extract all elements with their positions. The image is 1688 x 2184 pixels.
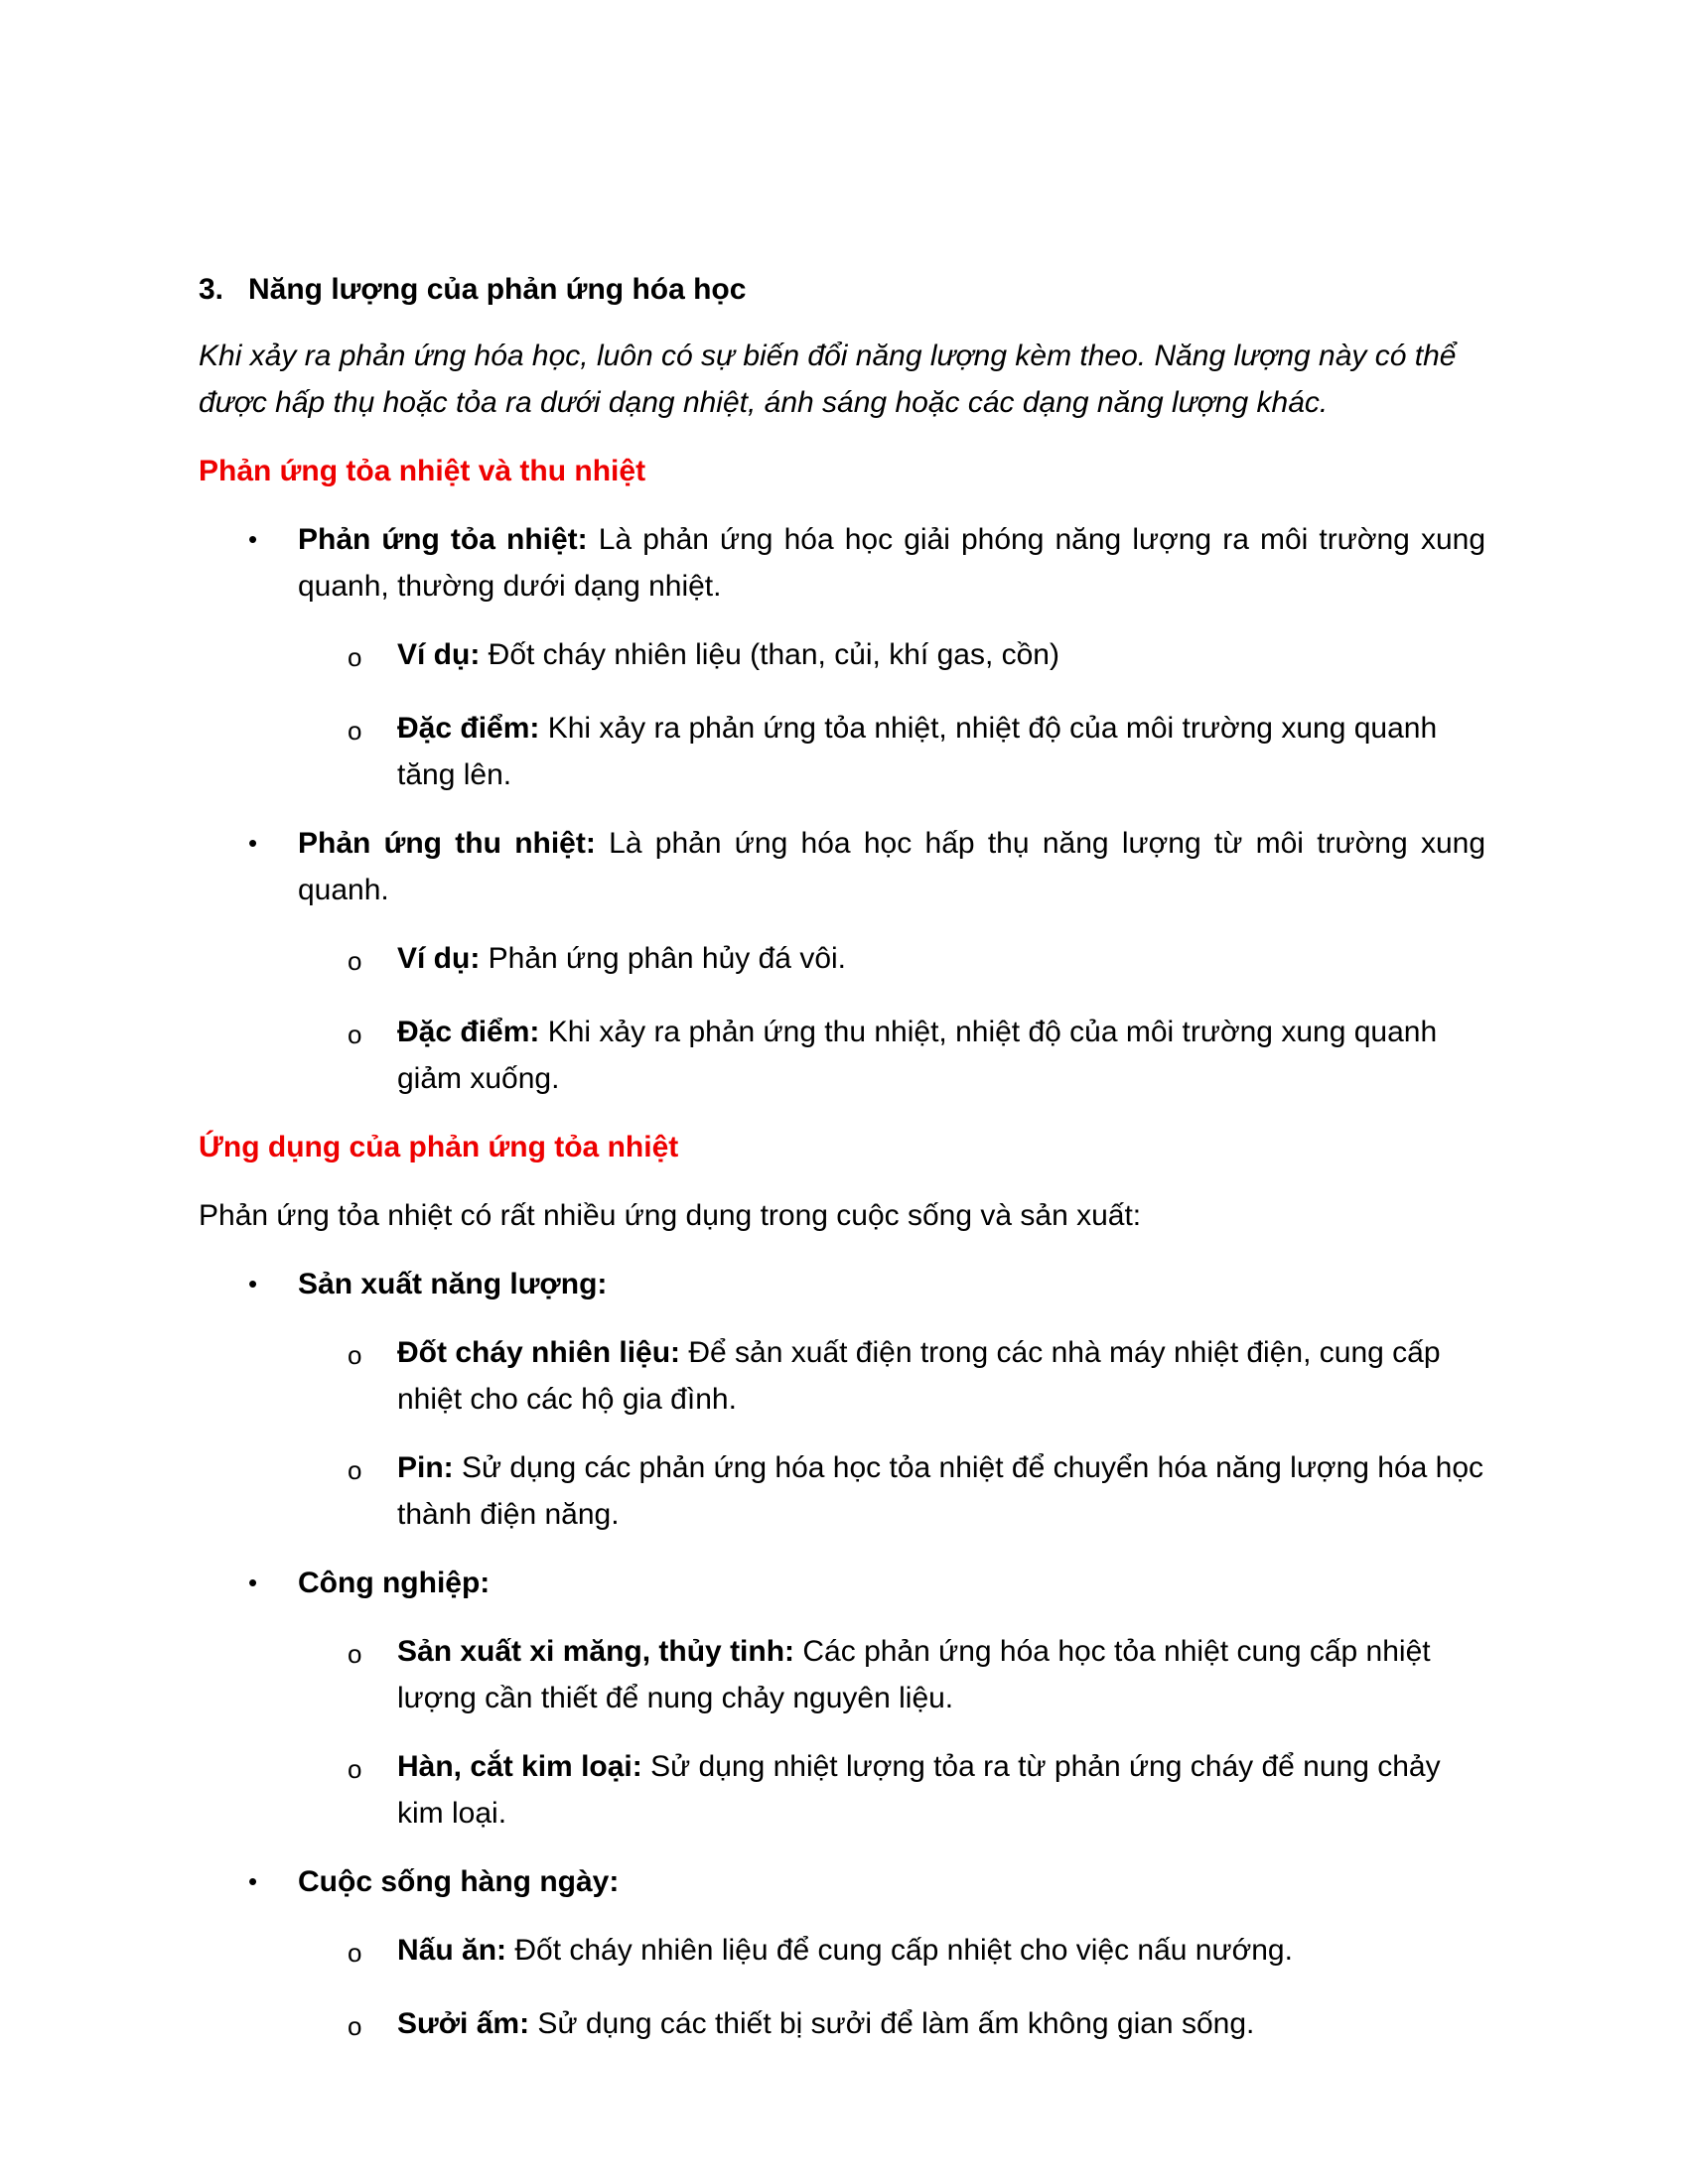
- bullet-marker: •: [248, 1269, 258, 1298]
- list-item-energy: [199, 1261, 1485, 1307]
- sub-text: Để sản xuất điện trong các nhà máy nhiệt điện, cung cấp nhiệt cho các hộ gia đình.: [397, 1336, 1441, 1416]
- sub-item: [199, 1743, 1485, 1837]
- sub-marker: o: [348, 642, 362, 672]
- section-intro: Khi xảy ra phản ứng hóa học, luôn có sự biến đổi năng lượng kèm theo. Năng lượng này có thể được hấp thụ hoặc tỏa ra dưới dạng nhiệt, ánh sáng hoặc các dạng năng lượng khác.: [199, 340, 1457, 419]
- part1-heading: Phản ứng tỏa nhiệt và thu nhiệt: [199, 455, 646, 487]
- sub-marker: o: [348, 1455, 362, 1485]
- sub-text: Khi xảy ra phản ứng thu nhiệt, nhiệt độ của môi trường xung quanh giảm xuống.: [397, 1016, 1438, 1095]
- sub-label: Đặc điểm:: [397, 712, 540, 745]
- item-label: Cuộc sống hàng ngày:: [298, 1865, 620, 1898]
- sub-marker: o: [348, 1340, 362, 1370]
- bullet-marker: •: [248, 828, 258, 858]
- sub-label: Ví dụ:: [397, 638, 481, 671]
- bullet-marker: •: [248, 1568, 258, 1597]
- sub-marker: o: [348, 1754, 362, 1784]
- sub-item: [199, 1628, 1485, 1721]
- sub-text: Đốt cháy nhiên liệu để cung cấp nhiệt cho việc nấu nướng.: [506, 1934, 1293, 1967]
- item-label: Công nghiệp:: [298, 1567, 491, 1599]
- sub-text: Sử dụng nhiệt lượng tỏa ra từ phản ứng cháy để nung chảy kim loại.: [397, 1750, 1441, 1830]
- section-title: Năng lượng của phản ứng hóa học: [248, 273, 747, 306]
- sub-marker: o: [348, 716, 362, 746]
- sub-text: Các phản ứng hóa học tỏa nhiệt cung cấp nhiệt lượng cần thiết để nung chảy nguyên liệu.: [397, 1635, 1431, 1714]
- sub-label: Pin:: [397, 1451, 454, 1484]
- sub-marker: o: [348, 1020, 362, 1049]
- document-content: [199, 266, 1485, 2074]
- sub-item: [199, 1329, 1485, 1423]
- sub-marker: o: [348, 1938, 362, 1968]
- sub-item: [199, 1927, 1485, 1979]
- sub-item: [199, 705, 1485, 798]
- item-label: Phản ứng tỏa nhiệt:: [298, 523, 588, 556]
- sub-label: Sản xuất xi măng, thủy tinh:: [397, 1635, 795, 1668]
- sub-text: Sử dụng các thiết bị sưởi để làm ấm không gian sống.: [529, 2007, 1255, 2040]
- sub-text: Phản ứng phân hủy đá vôi.: [480, 942, 847, 975]
- item-label: Phản ứng thu nhiệt:: [298, 827, 596, 860]
- sub-item: [199, 935, 1485, 987]
- section-heading: [199, 266, 1485, 313]
- part2-intro: Phản ứng tỏa nhiệt có rất nhiều ứng dụng trong cuộc sống và sản xuất:: [199, 1199, 1142, 1232]
- sub-text: Sử dụng các phản ứng hóa học tỏa nhiệt để chuyển hóa năng lượng hóa học thành điện năng.: [397, 1451, 1484, 1531]
- item-text: Là phản ứng hóa học giải phóng năng lượng ra môi trường xung quanh, thường dưới dạng nhiệt.: [298, 523, 1486, 603]
- sub-item: [199, 2000, 1485, 2052]
- part2-heading: Ứng dụng của phản ứng tỏa nhiệt: [199, 1131, 679, 1163]
- sub-item: [199, 631, 1485, 683]
- sub-label: Sưởi ấm:: [397, 2007, 530, 2040]
- list-item-endothermic: [199, 820, 1485, 913]
- sub-marker: o: [348, 1639, 362, 1669]
- sub-item: [199, 1444, 1485, 1538]
- bullet-marker: •: [248, 524, 258, 554]
- sub-text: Đốt cháy nhiên liệu (than, củi, khí gas, cồn): [480, 638, 1059, 671]
- sub-item: [199, 1009, 1485, 1102]
- sub-label: Đặc điểm:: [397, 1016, 540, 1048]
- sub-label: Nấu ăn:: [397, 1934, 507, 1967]
- sub-marker: o: [348, 946, 362, 976]
- list-item-exothermic: [199, 516, 1485, 610]
- sub-marker: o: [348, 2011, 362, 2041]
- sub-label: Hàn, cắt kim loại:: [397, 1750, 642, 1783]
- sub-label: Đốt cháy nhiên liệu:: [397, 1336, 681, 1369]
- item-label: Sản xuất năng lượng:: [298, 1268, 608, 1300]
- item-text: Là phản ứng hóa học hấp thụ năng lượng từ môi trường xung quanh.: [298, 827, 1486, 906]
- list-item-industry: [199, 1560, 1485, 1606]
- list-item-daily-life: [199, 1858, 1485, 1905]
- bullet-marker: •: [248, 1866, 258, 1896]
- sub-text: Khi xảy ra phản ứng tỏa nhiệt, nhiệt độ của môi trường xung quanh tăng lên.: [397, 712, 1438, 791]
- section-number: 3.: [199, 273, 224, 306]
- sub-label: Ví dụ:: [397, 942, 481, 975]
